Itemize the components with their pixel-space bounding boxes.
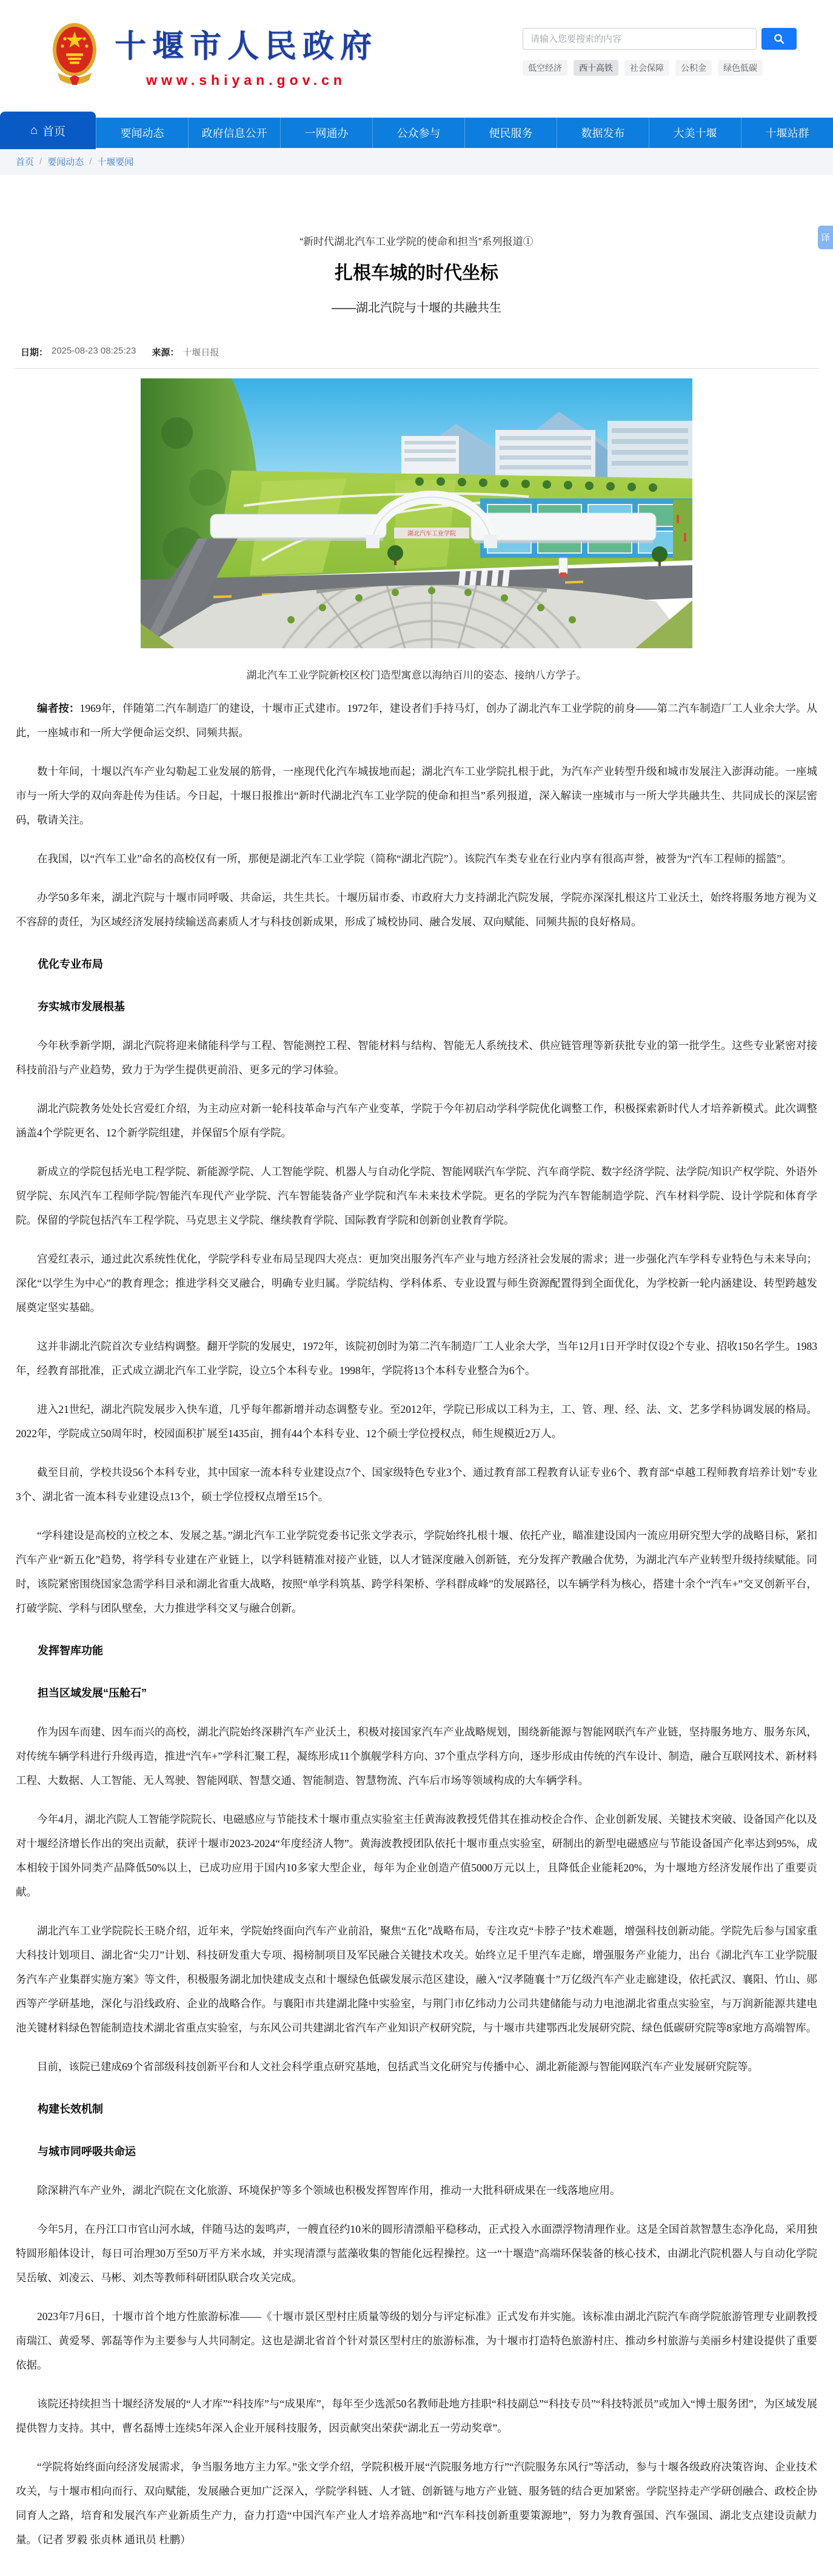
search-button[interactable]	[761, 28, 797, 50]
campus-aerial-photo	[141, 378, 692, 648]
search-area	[523, 28, 797, 76]
hot-word[interactable]: 绿色低碳	[718, 60, 763, 76]
image-caption: 湖北汽车工业学院新校区校门造型寓意以海纳百川的姿态、接纳八方学子。	[246, 669, 587, 681]
home-icon: ⌂	[30, 124, 38, 137]
article	[0, 233, 833, 2576]
section-heading: 优化专业布局	[38, 958, 103, 970]
source-label: 来源：	[152, 347, 179, 358]
article-paragraph: 湖北汽车工业学院院长王晓介绍，近年来，学院始终面向汽车产业前沿，聚焦“五化”战略布局，专注攻克“卡脖子”技术难题，增强科技创新动能。学院先后参与国家重大科技计划项目、湖北省“尖刀”计划、科技研发重大专项、揭榜制项目及军民融合关键技术攻关。始终立足千里汽车走廊，增强服务产业能力，出台《湖北汽车工业学院服务汽车产业集群实施方案》等文件，积极服务湖北加快建成支点和十堰绿色低碳发展示范区建设，融入“汉孝随襄十”万亿级汽车产业走廊建设，依托武汉、襄阳、竹山、郧西等产学研基地，深化与沿线政府、企业的战略合作。与襄阳市共建湖北隆中实验室，与荆门市亿纬动力公司共建储能与动力电池湖北省重点实验室，与万润新能源共建电池关键材料绿色智能制造技术湖北省重点实验室，与东风公司共建湖北省汽车产业知识产权研究院，与十堰市共建鄂西北发展研究院、绿色低碳研究院等8家地方高端智库。	[16, 1925, 817, 2034]
hot-word[interactable]: 公积金	[675, 60, 712, 76]
nav-item-gov-info[interactable]: 政府信息公开	[188, 118, 280, 148]
nav-tab-home[interactable]	[0, 112, 96, 149]
site-title: 十堰市人民政府	[115, 30, 378, 64]
article-paragraph: 作为因车而建、因车而兴的高校，湖北汽院始终深耕汽车产业沃土，积极对接国家汽车产业战略规划，围绕新能源与智能网联汽车产业链，坚持服务地方、服务东风，对传统车辆学科进行升级再造，推进“汽车+”学科汇聚工程，凝练形成11个旗舰学科方向、37个重点学科方向，逐步形成由传统的汽车设计、制造，融合互联网技术、新材料工程、大数据、人工智能、无人驾驶、智能网联、智慧交通、智能制造、智慧物流、汽车后市场等领域构成的大车辆学科。	[16, 1726, 817, 1786]
section-subheading: 担当区域发展“压舱石”	[38, 1687, 147, 1699]
breadcrumb-news[interactable]: 要闻动态	[47, 156, 84, 167]
article-paragraph: 新成立的学院包括光电工程学院、新能源学院、人工智能学院、机器人与自动化学院、智能网联汽车学院、汽车商学院、数字经济学院、法学院/知识产权学院、外语外贸学院、东风汽车工程师学院/智能汽车现代产业学院、汽车智能装备产业学院和汽车未来技术学院。更名的学院为汽车智能制造学院、汽车材料学院、设计学院和体育学院。保留的学院包括汽车工程学院、马克思主义学院、继续教育学院、国际教育学院和创新创业教育学院。	[16, 1166, 817, 1226]
article-figure	[16, 378, 817, 682]
breadcrumb-separator: /	[39, 156, 42, 167]
article-paragraph: 编者按：1969年，伴随第二汽车制造厂的建设，十堰市正式建市。1972年，建设者们手持马灯，创办了湖北汽车工业学院的前身——第二汽车制造厂工人业余大学。从此，一座城市和一所大学便命运交织、同频共振。	[16, 702, 818, 739]
article-paragraph: “学院将始终面向经济发展需求，争当服务地方主力军。”张文学介绍，学院积极开展“汽院服务地方行”“汽院服务东风行”等活动，参与十堰各级政府决策咨询、企业技术攻关，与十堰市相向而行、双向赋能，发展融合更加广泛深入，学院学科链、人才链、创新链与地方产业链、服务链的结合更加紧密。学院坚持走产学研创融合、政校企协同育人之路，培育和发展汽车产业新质生产力，奋力打造“中国汽车产业人才培养高地”和“汽车科技创新重要策源地”，努力为教育强国、汽车强国、湖北支点建设贡献力量。（记者 罗毅 张贞林 通讯员 杜鹏）	[16, 2461, 817, 2546]
hot-search-words	[523, 60, 797, 76]
article-paragraph: 宫爱红表示，通过此次系统性优化，学院学科专业布局呈现四大亮点：更加突出服务汽车产业与地方经济社会发展的需求；进一步强化汽车学科专业特色与未来导向；深化“以学生为中心”的教育理念；推进学科交叉融合，明确专业归属。学院结构、学科体系、专业设置与师生资源配置得到全面优化，为学校新一轮内涵建设、转型跨越发展奠定坚实基础。	[16, 1253, 817, 1313]
breadcrumb-home[interactable]: 首页	[16, 156, 35, 167]
article-paragraph: 这并非湖北汽院首次专业结构调整。翻开学院的发展史，1972年，该院初创时为第二汽车制造厂工人业余大学，当年12月1日开学时仅设2个专业、招收150名学生。1983年，经教育部批准，正式成立湖北汽车工业学院，设立5个本科专业。1998年，学院将13个本科专业整合为6个。	[16, 1340, 817, 1377]
translate-float-button[interactable]: 译	[818, 226, 833, 249]
main-nav	[0, 118, 833, 148]
national-emblem-logo	[52, 22, 98, 87]
section-subheading: 与城市同呼吸共命运	[38, 2145, 136, 2158]
article-supertitle: “新时代湖北汽车工业学院的使命和担当”系列报道①	[299, 236, 534, 247]
hot-word[interactable]: 社会保障	[624, 60, 669, 76]
article-paragraph: 该院还持续担当十堰经济发展的“人才库”“科技库”与“成果库”，每年至少选派50名教师赴地方挂职“科技副总”“科技专员”“科技特派员”或加入“博士服务团”，为区域发展提供智力支持。其中，曹名磊博士连续5年深入企业开展科技服务，因贡献突出荣获“湖北五一劳动奖章”。	[16, 2398, 817, 2434]
section-heading: 构建长效机制	[38, 2103, 103, 2115]
article-paragraph: 湖北汽院教务处处长宫爱红介绍，为主动应对新一轮科技革命与汽车产业变革，学院于今年初启动学科学院优化调整工作，积极探索新时代人才培养新模式。此次调整涵盖4个学院更名、12个新学院组建，并保留5个原有学院。	[16, 1102, 817, 1139]
article-paragraph: 数十年间，十堰以汽车产业勾勒起工业发展的筋骨，一座现代化汽车城拔地而起；湖北汽车工业学院扎根于此，为汽车产业转型升级和城市发展注入澎湃动能。一座城市与一所大学的双向奔赴传为佳话。今日起，十堰日报推出“新时代湖北汽车工业学院的使命和担当”系列报道，深入解读一座城市与一所大学共融共生、共同成长的深层密码，敬请关注。	[16, 765, 817, 826]
search-icon	[774, 33, 784, 44]
article-subtitle: ——湖北汽院与十堰的共融共生	[332, 301, 501, 315]
site-header	[0, 0, 833, 118]
nav-item-convenience[interactable]: 便民服务	[464, 118, 557, 148]
date-value: 2025-08-23 08:25:23	[52, 346, 136, 356]
nav-item-data[interactable]: 数据发布	[557, 118, 649, 148]
article-paragraph: 今年5月，在丹江口市官山河水域，伴随马达的轰鸣声，一艘直径约10米的圆形清漂船平稳移动，正式投入水面漂浮物清理作业。这是全国首款智慧生态净化岛，采用独特圆形船体设计，每日可治理30万至50万平方米水域，并实现清漂与蓝藻收集的智能化远程操控。这一“十堰造”高端环保装备的核心技术，由湖北汽院机器人与自动化学院吴岳敏、刘凌云、马彬、刘杰等教师科研团队联合攻关完成。	[16, 2223, 817, 2284]
article-paragraph: 截至目前，学校共设56个本科专业，其中国家一流本科专业建设点7个、国家级特色专业3个、通过教育部工程教育认证专业6个、教育部“卓越工程师教育培养计划”专业3个、湖北省一流本科专业建设点13个，硕士学位授权点增至15个。	[16, 1466, 817, 1503]
breadcrumb	[0, 148, 833, 175]
article-paragraph: 今年秋季新学期，湖北汽院将迎来储能科学与工程、智能测控工程、智能材料与结构、智能无人系统技术、供应链管理等新获批专业的第一批学生。这些专业紧密对接科技前沿与产业趋势，致力于为学生提供更前沿、更多元的学习体验。	[16, 1039, 817, 1076]
article-paragraph: 办学50多年来，湖北汽院与十堰市同呼吸、共命运，共生共长。十堰历届市委、市政府大力支持湖北汽院发展，学院亦深深扎根这片工业沃土，始终将服务地方视为义不容辞的责任，为区域经济发展持续输送高素质人才与科技创新成果，形成了城校协同、融合发展、双向赋能、同频共振的良好格局。	[16, 891, 817, 928]
article-paragraph: 除深耕汽车产业外，湖北汽院在文化旅游、环境保护等多个领域也积极发挥智库作用，推动一大批科研成果在一线落地应用。	[37, 2184, 621, 2196]
nav-item-participation[interactable]: 公众参与	[372, 118, 464, 148]
breadcrumb-shiyan-news[interactable]: 十堰要闻	[97, 156, 134, 167]
section-heading: 发挥智库功能	[38, 1645, 103, 1657]
article-paragraph: “学科建设是高校的立校之本、发展之基。”湖北汽车工业学院党委书记张文学表示，学院始终扎根十堰、依托产业，瞄准建设国内一流应用研究型大学的战略目标，紧扣汽车产业“新五化”趋势，将学科专业建在产业链上，以学科链精准对接产业链，以人才链深度融入创新链，充分发挥产教融合优势，为湖北汽车产业转型升级持续赋能。同时，该院紧密围绕国家急需学科目录和湖北省重大战略，按照“单学科筑基、跨学科架桥、学科群成峰”的发展路径，以车辆学科为核心，搭建十余个“汽车+”交叉创新平台，打破学院、学科与团队壁垒，大力推进学科交叉与融合创新。	[16, 1529, 817, 1614]
article-meta	[16, 346, 817, 358]
brand-text	[115, 21, 378, 89]
nav-item-beautiful-shiyan[interactable]: 大美十堰	[649, 118, 741, 148]
article-paragraph: 在我国，以“汽车工业”命名的高校仅有一所，那便是湖北汽车工业学院（简称“湖北汽院”）。该院汽车类专业在行业内享有很高声誉，被誉为“汽车工程师的摇篮”。	[37, 853, 792, 865]
breadcrumb-separator: /	[89, 156, 92, 167]
svg-text:湖北汽车工业学院: 湖北汽车工业学院	[407, 531, 456, 537]
source-value: 十堰日报	[182, 347, 219, 358]
divider	[15, 368, 818, 369]
article-title: 扎根车城的时代坐标	[335, 263, 498, 283]
search-input[interactable]	[523, 28, 757, 50]
site-brand	[52, 21, 378, 89]
section-subheading: 夯实城市发展根基	[38, 1001, 125, 1013]
site-url: www.shiyan.gov.cn	[146, 72, 346, 88]
article-paragraph: 目前，该院已建成69个省部级科技创新平台和人文社会科学重点研究基地，包括武当文化研究与传播中心、湖北新能源与智能网联汽车产业发展研究院等。	[37, 2061, 758, 2073]
article-paragraph: 2023年7月6日，十堰市首个地方性旅游标准——《十堰市景区型村庄质量等级的划分与评定标准》正式发布并实施。该标准由湖北汽院汽车商学院旅游管理专业副教授南瑞江、黄爱琴、郭磊等作为主要参与人共同制定。这也是湖北省首个针对景区型村庄的旅游标准，为十堰市打造特色旅游村庄、推动乡村旅游与美丽乡村建设提供了重要依据。	[16, 2310, 817, 2371]
hot-word[interactable]: 西十高铁	[574, 60, 618, 76]
hot-word[interactable]: 低空经济	[523, 60, 567, 76]
nav-item-news[interactable]: 要闻动态	[96, 118, 188, 148]
article-paragraph: 进入21世纪，湖北汽院发展步入快车道，几乎每年都新增并动态调整专业。至2012年，学院已形成以工科为主，工、管、理、经、法、文、艺多学科协调发展的格局。2022年，学院成立50周年时，校园面积扩展至1435亩，拥有44个本科专业、12个硕士学位授权点，师生规模近2万人。	[16, 1403, 817, 1440]
nav-home-label: 首页	[42, 125, 66, 138]
article-paragraph: 今年4月，湖北汽院人工智能学院院长、电磁感应与节能技术十堰市重点实验室主任黄海波教授凭借其在推动校企合作、企业创新发展、关键技术突破、设备国产化以及对十堰经济增长作出的突出贡献，获评十堰市2023-2024“年度经济人物”。黄海波教授团队依托十堰市重点实验室，研制出的新型电磁感应与节能设备国产化率达到95%，成本相较于国外同类产品降低50%以上，已成功应用于国内10多家大型企业，每年为企业创造产值5000万元以上，且降低企业能耗20%，为十堰地方经济发展作出了重要贡献。	[16, 1813, 817, 1898]
date-label: 日期：	[21, 347, 49, 358]
nav-item-site-group[interactable]: 十堰站群	[741, 118, 833, 148]
nav-item-online-services[interactable]: 一网通办	[280, 118, 372, 148]
